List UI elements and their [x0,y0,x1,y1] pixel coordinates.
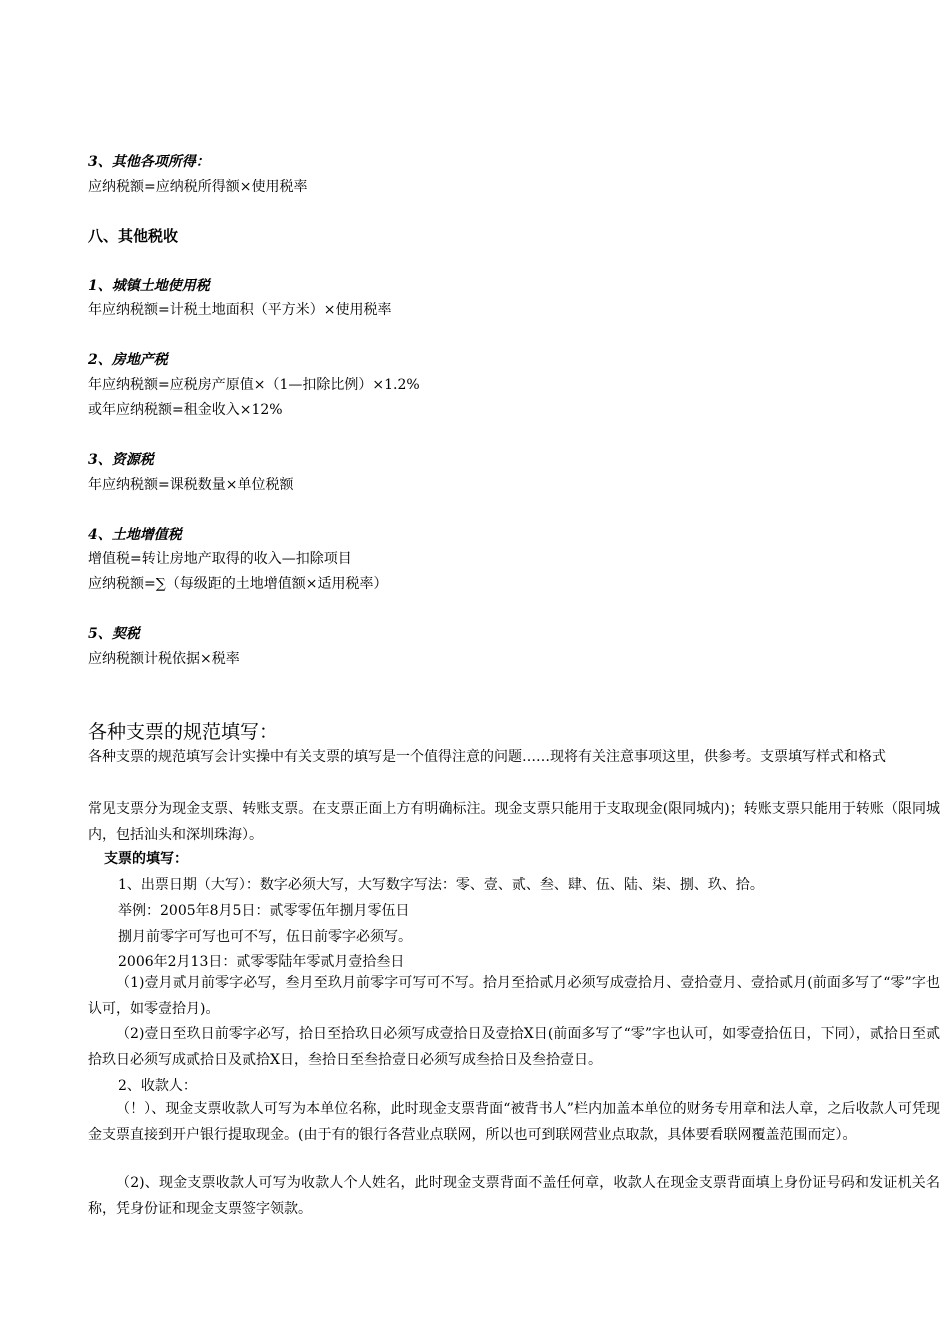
cheque-fill-subheading: 支票的填写： [104,851,188,867]
cheque-section-title: 各种支票的规范填写： [88,721,279,743]
other-income-formula: 应纳税额=应纳税所得额×使用税率 [88,179,308,195]
tax-item-formula: 年应纳税额=计税土地面积（平方米）×使用税率 [88,302,392,318]
date-example-1-note: 捌月前零字可写也可不写，伍日前零字必须写。 [118,929,412,945]
date-example-2: 2006年2月13日：贰零零陆年零贰月壹拾叁日 [118,954,405,970]
payee-rule-1: （！）、现金支票收款人可写为本单位名称，此时现金支票背面“被背书人”栏内加盖本单位的财务专用章和法人章，之后收款人可凭现金支票直接到开户银行提取现金。(由于有的银行各营业点联网，所以也可到联网营业点取款，具体要看联网覆盖范围而定）。 [88,1101,940,1143]
date-example-1: 举例：2005年8月5日：贰零零伍年捌月零伍日 [118,903,410,919]
tax-item-formula: 或年应纳税额=租金收入×12% [88,402,283,418]
tax-item-formula: 应纳税额计税依据×税率 [88,651,240,667]
tax-item-heading: 3、资源税 [88,452,154,468]
tax-item-heading: 5、契税 [88,626,140,642]
tax-item-heading: 1、城镇土地使用税 [88,278,210,294]
cheque-intro-paragraph: 各种支票的规范填写会计实操中有关支票的填写是一个值得注意的问题……现将有关注意事项这里，供参考。支票填写样式和格式 [88,749,886,765]
day-rule-paragraph: （2)壹日至玖日前零字必写，拾日至拾玖日必须写成壹拾日及壹拾Ⅹ日(前面多写了“零”字也认可，如零壹拾伍日，下同），贰拾日至贰拾玖日必须写成贰拾日及贰拾Ⅹ日，叁拾日至叁拾壹日必须写成叁拾日及叁拾壹日。 [88,1026,940,1068]
payee-rule-2: （2)、现金支票收款人可写为收款人个人姓名，此时现金支票背面不盖任何章，收款人在现金支票背面填上身份证号码和发证机关名称，凭身份证和现金支票签字领款。 [88,1175,940,1217]
tax-item-heading: 2、房地产税 [88,352,168,368]
tax-item-formula: 年应纳税额=应税房产原值×（1—扣除比例）×1.2% [88,377,420,393]
cheque-types-paragraph: 常见支票分为现金支票、转账支票。在支票正面上方有明确标注。现金支票只能用于支取现金(限同城内)；转账支票只能用于转账（限同城内，包括汕头和深圳珠海）。 [88,801,940,843]
other-income-heading: 3、其他各项所得： [88,154,210,170]
section-title-other-taxes: 八、其他税收 [88,227,179,245]
payee-heading: 2、收款人： [118,1078,197,1094]
month-rule-paragraph: （1)壹月贰月前零字必写，叁月至玖月前零字可写可不写。拾月至拾贰月必须写成壹拾月、壹拾壹月、壹拾贰月(前面多写了“零”字也认可，如零壹拾月)。 [88,975,940,1017]
tax-item-formula: 年应纳税额=课税数量×单位税额 [88,477,294,493]
tax-item-formula: 应纳税额=∑（每级距的土地增值额×适用税率） [88,576,388,592]
tax-item-heading: 4、土地增值税 [88,527,182,543]
date-rule: 1、出票日期（大写）：数字必须大写，大写数字写法：零、壹、贰、叁、肆、伍、陆、柒、捌、玖、拾。 [118,877,764,893]
tax-item-formula: 增值税=转让房地产取得的收入—扣除项目 [88,551,352,567]
